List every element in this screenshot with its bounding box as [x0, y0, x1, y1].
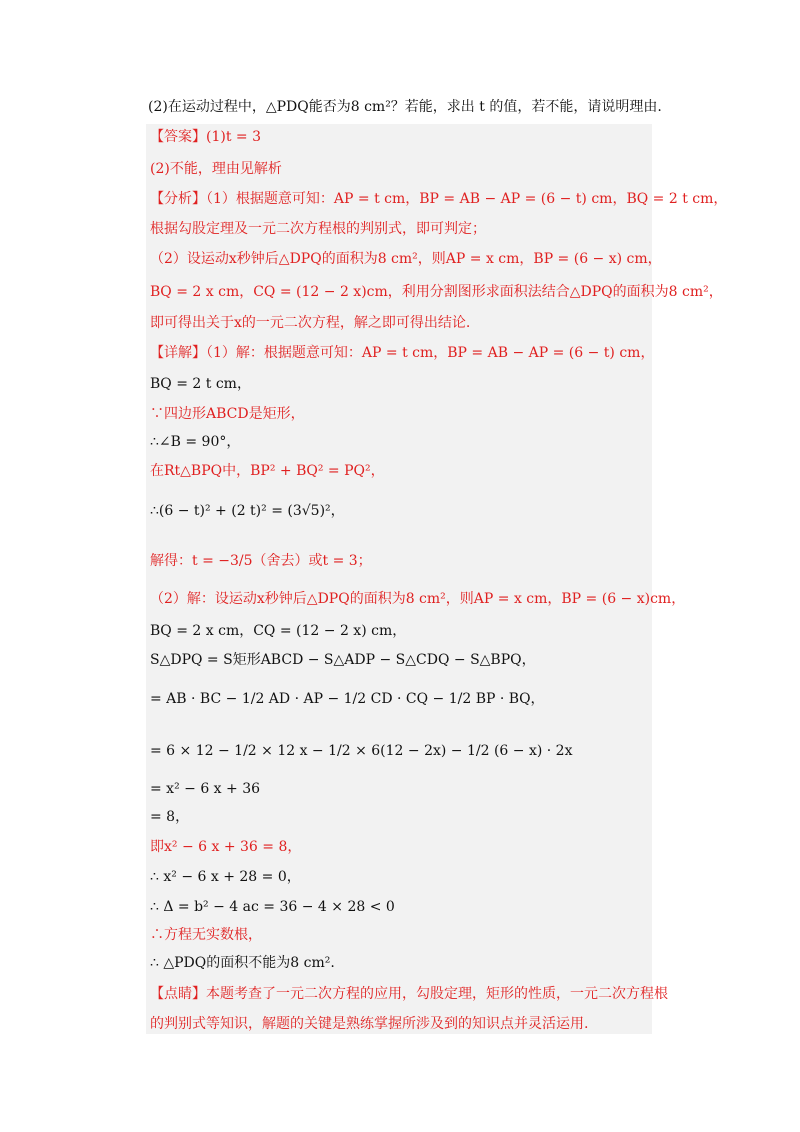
question-text: (2)在运动过程中，△PDQ能否为8 cm²？若能，求出 t 的值，若不能，请说明理由.	[148, 99, 662, 115]
detail-line-13: = x² − 6 x + 36	[150, 781, 261, 797]
detail-line-11: = AB · BC − 1/2 AD · AP − 1/2 CD · CQ − 1/2 BP · BQ，	[150, 691, 545, 707]
detail-line-19: ∴ △PDQ的面积不能为8 cm².	[150, 955, 335, 971]
analysis-line-3: （2）设运动x秒钟后△DPQ的面积为8 cm²，则AP = x cm，BP = (6 − x) cm，	[150, 251, 662, 267]
detail-line-3: ∵四边形ABCD是矩形，	[150, 406, 305, 422]
detail-line-2: BQ = 2 t cm，	[150, 376, 251, 392]
analysis-line-4: BQ = 2 x cm，CQ = (12 − 2 x)cm，利用分割图形求面积法结合△DPQ的面积为8 cm²，	[150, 284, 723, 300]
detail-line-7: 解得：t = −3/5（舍去）或t = 3；	[150, 553, 372, 569]
answer-line-2: (2)不能，理由见解析	[150, 161, 282, 177]
detail-line-17: ∴ Δ = b² − 4 ac = 36 − 4 × 28 < 0	[150, 899, 395, 915]
analysis-line-2: 根据勾股定理及一元二次方程根的判别式，即可判定；	[150, 221, 486, 237]
detail-line-18: ∴方程无实数根，	[150, 927, 262, 943]
detail-line-15: 即x² − 6 x + 36 = 8，	[150, 839, 302, 855]
detail-line-1: 【详解】（1）解：根据题意可知：AP = t cm，BP = AB − AP = (6 − t) cm，	[150, 345, 655, 361]
detail-line-6: ∴(6 − t)² + (2 t)² = (3√5)²，	[150, 503, 345, 519]
answer-line-1: 【答案】(1)t = 3	[150, 129, 261, 145]
detail-line-4: ∴∠B = 90°，	[150, 434, 241, 450]
detail-line-9: BQ = 2 x cm，CQ = (12 − 2 x) cm，	[150, 623, 407, 639]
detail-line-12: = 6 × 12 − 1/2 × 12 x − 1/2 × 6(12 − 2x) − 1/2 (6 − x) · 2x	[150, 743, 573, 759]
analysis-line-1: 【分析】（1）根据题意可知：AP = t cm，BP = AB − AP = (6 − t) cm，BQ = 2 t cm，	[150, 191, 728, 207]
summary-line-2: 的判别式等知识，解题的关键是熟练掌握所涉及到的知识点并灵活运用.	[150, 1016, 589, 1032]
detail-line-14: = 8，	[150, 809, 190, 825]
detail-line-8: （2）解：设运动x秒钟后△DPQ的面积为8 cm²，则AP = x cm，BP = (6 − x)cm，	[150, 591, 686, 607]
analysis-line-5: 即可得出关于x的一元二次方程，解之即可得出结论.	[150, 315, 471, 331]
detail-line-10: S△DPQ = S矩形ABCD − S△ADP − S△CDQ − S△BPQ，	[150, 652, 536, 668]
summary-line-1: 【点睛】本题考查了一元二次方程的应用，勾股定理，矩形的性质，一元二次方程根	[150, 986, 668, 1002]
detail-line-16: ∴ x² − 6 x + 28 = 0，	[150, 869, 301, 885]
detail-line-5: 在Rt△BPQ中，BP² + BQ² = PQ²，	[150, 463, 385, 479]
